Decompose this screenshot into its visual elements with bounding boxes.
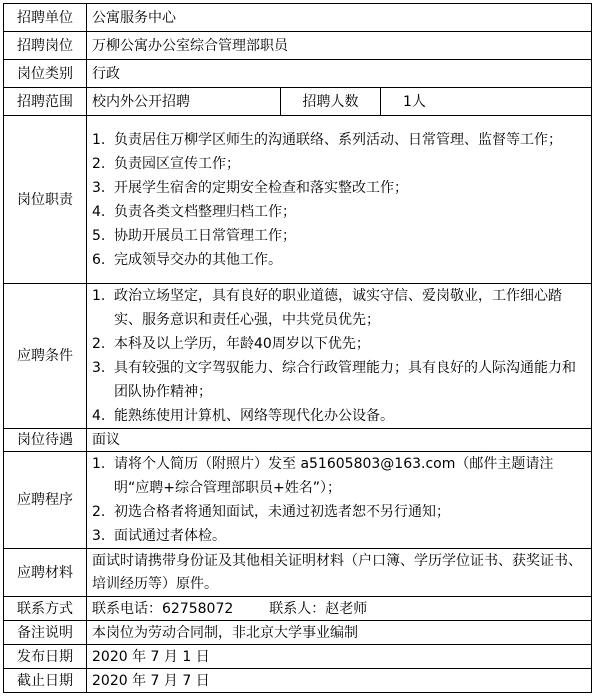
- item-text: 具有较强的文字驾驭能力、综合行政管理能力；具有良好的人际沟通能力和团队协作精神；: [114, 360, 576, 400]
- item-text: 政治立场坚定，具有良好的职业道德，诚实守信、爱岗敬业，工作细心踏实、服务意识和责任心强，中共党员优先；: [114, 288, 562, 328]
- requirements-label: 应聘条件: [4, 284, 87, 429]
- list-item: [92, 356, 586, 404]
- unit-label: 招聘单位: [4, 4, 87, 32]
- materials-value: 面试时请携带身份证及其他相关证明材料（户口簿、学历学位证书、获奖证书、培训经历等）原件。: [87, 549, 592, 597]
- item-text: 初选合格者将通知面试，未通过初选者恕不另行通知；: [114, 504, 450, 520]
- duties-cell: [87, 116, 592, 284]
- item-number: 2.: [92, 155, 106, 172]
- headcount-label: 招聘人数: [281, 88, 381, 116]
- item-number: 1.: [92, 288, 106, 304]
- row-deadline: [4, 669, 592, 693]
- list-item: [92, 524, 586, 548]
- scope-value: 校内外公开招聘: [87, 88, 281, 116]
- contact-label: 联系方式: [4, 597, 87, 621]
- row-scope: [4, 88, 592, 116]
- list-item: [92, 128, 586, 152]
- procedure-cell: [87, 452, 592, 549]
- list-item: [92, 500, 586, 524]
- row-contact: [4, 597, 592, 621]
- headcount-value: 1人: [381, 88, 592, 116]
- category-value: 行政: [87, 60, 592, 88]
- list-item: [92, 248, 586, 272]
- item-number: 2.: [92, 336, 106, 352]
- benefits-value: 面议: [87, 429, 592, 452]
- scope-label: 招聘范围: [4, 88, 87, 116]
- row-duties: [4, 116, 592, 284]
- unit-value: 公寓服务中心: [87, 4, 592, 32]
- row-category: [4, 60, 592, 88]
- list-item: [92, 284, 586, 332]
- procedure-list: [92, 452, 586, 548]
- item-text: 协助开展员工日常管理工作；: [114, 227, 296, 244]
- category-label: 岗位类别: [4, 60, 87, 88]
- row-position: [4, 32, 592, 60]
- row-requirements: [4, 284, 592, 429]
- item-number: 3.: [92, 360, 106, 376]
- position-label: 招聘岗位: [4, 32, 87, 60]
- contact-phone: 联系电话：62758072: [92, 600, 234, 617]
- item-number: 6.: [92, 251, 106, 268]
- list-item: [92, 224, 586, 248]
- row-procedure: [4, 452, 592, 549]
- item-number: 3.: [92, 179, 106, 196]
- position-value: 万柳公寓办公室综合管理部职员: [87, 32, 592, 60]
- row-materials: [4, 549, 592, 597]
- item-text: 能熟练使用计算机、网络等现代化办公设备。: [114, 408, 394, 424]
- row-notes: [4, 621, 592, 645]
- benefits-label: 岗位待遇: [4, 429, 87, 452]
- list-item: [92, 404, 586, 428]
- item-number: 4.: [92, 203, 106, 220]
- notes-label: 备注说明: [4, 621, 87, 645]
- publish-date-label: 发布日期: [4, 645, 87, 669]
- contact-cell: [87, 597, 592, 621]
- item-text: 面试通过者体检。: [114, 528, 226, 544]
- item-number: 5.: [92, 227, 106, 244]
- item-number: 3.: [92, 528, 106, 544]
- list-item: [92, 452, 586, 500]
- item-text: 负责各类文档整理归档工作；: [114, 203, 296, 220]
- list-item: [92, 152, 586, 176]
- list-item: [92, 176, 586, 200]
- notes-value: 本岗位为劳动合同制，非北京大学事业编制: [87, 621, 592, 645]
- materials-label: 应聘材料: [4, 549, 87, 597]
- row-benefits: [4, 429, 592, 452]
- requirements-cell: [87, 284, 592, 429]
- row-publish-date: [4, 645, 592, 669]
- item-text: 本科及以上学历，年龄40周岁以下优先；: [114, 336, 370, 352]
- duties-list: [92, 128, 586, 272]
- row-unit: [4, 4, 592, 32]
- item-number: 1.: [92, 456, 106, 472]
- item-number: 1.: [92, 131, 106, 148]
- contact-person: 联系人：赵老师: [269, 600, 368, 617]
- item-text: 开展学生宿舍的定期安全检查和落实整改工作；: [114, 179, 408, 196]
- list-item: [92, 200, 586, 224]
- publish-date-value: 2020 年 7 月 1 日: [87, 645, 592, 669]
- item-text: 请将个人简历（附照片）发至 a51605803@163.com（邮件主题请注明“应聘+综合管理部职员+姓名”）；: [114, 456, 554, 496]
- deadline-label: 截止日期: [4, 669, 87, 693]
- item-number: 4.: [92, 408, 106, 424]
- list-item: [92, 332, 586, 356]
- duties-label: 岗位职责: [4, 116, 87, 284]
- item-text: 负责园区宣传工作；: [114, 155, 240, 172]
- requirements-list: [92, 284, 586, 428]
- item-text: 负责居住万柳学区师生的沟通联络、系列活动、日常管理、监督等工作；: [114, 131, 562, 148]
- item-text: 完成领导交办的其他工作。: [114, 251, 282, 268]
- deadline-value: 2020 年 7 月 7 日: [87, 669, 592, 693]
- job-posting-table: [3, 3, 592, 693]
- procedure-label: 应聘程序: [4, 452, 87, 549]
- item-number: 2.: [92, 504, 106, 520]
